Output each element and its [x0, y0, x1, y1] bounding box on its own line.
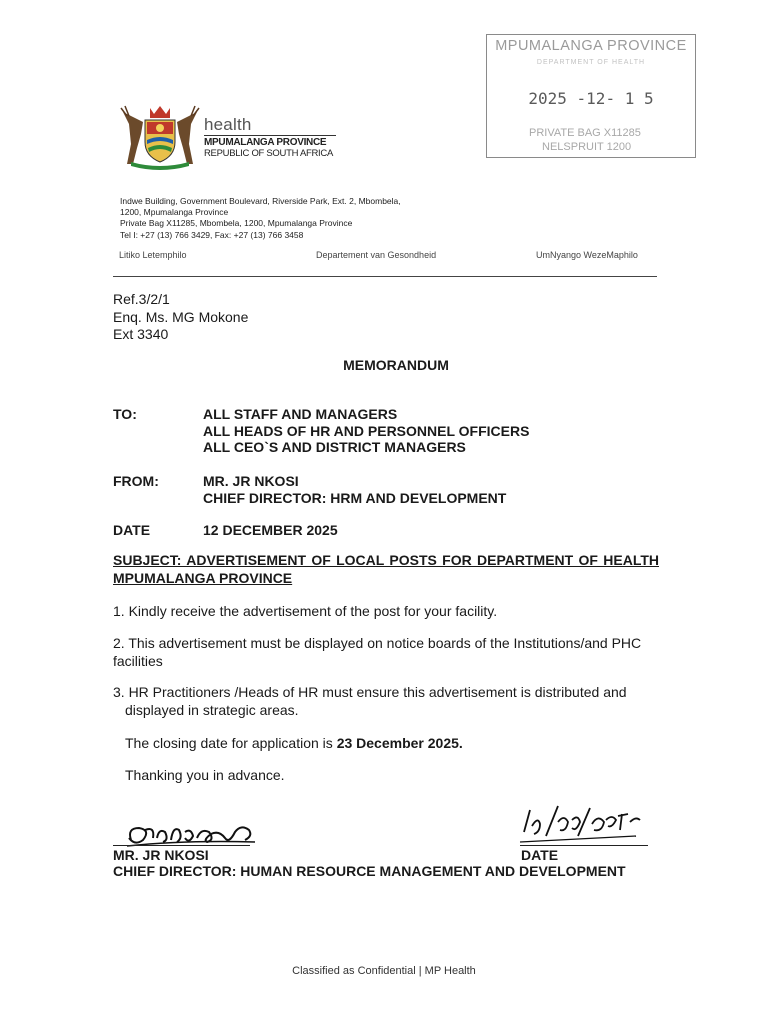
from-sender [203, 473, 506, 506]
paragraph-2 [113, 634, 641, 670]
stamp-title: MPUMALANGA PROVINCE [495, 38, 687, 54]
signatory-title: CHIEF DIRECTOR: HUMAN RESOURCE MANAGEMENT AND DEVELOPMENT [113, 863, 626, 879]
extension: Ext 3340 [113, 326, 169, 342]
from-label: FROM: [113, 473, 159, 489]
header-divider [113, 276, 657, 277]
language-isizulu: UmNyango WezeMaphilo [536, 250, 638, 260]
stamp-date: 2025 -12- 1 5 [528, 89, 654, 108]
reference-block [113, 291, 248, 344]
province-name: MPUMALANGA PROVINCE [204, 137, 327, 148]
recipient-line: ALL CEO`S AND DISTRICT MANAGERS [203, 439, 466, 455]
signature-date-label: DATE [521, 847, 559, 863]
handwritten-date [518, 802, 643, 844]
closing-date-sentence [125, 734, 463, 752]
country-name: REPUBLIC OF SOUTH AFRICA [204, 148, 333, 159]
paragraph-3 [113, 683, 627, 719]
closing-date: 23 December 2025. [336, 735, 463, 751]
memo-title: MEMORANDUM [343, 357, 449, 373]
recipient-line: ALL HEADS OF HR AND PERSONNEL OFFICERS [203, 422, 530, 439]
paragraph-2-line: 2. This advertisement must be displayed on notice boards of the Institutions/and PHC [113, 635, 642, 651]
recipient-line: ALL STAFF AND MANAGERS [203, 406, 398, 422]
paragraph-3-line: 3. HR Practitioners /Heads of HR must ensure this advertisement is distributed and [113, 684, 627, 700]
address-block [120, 196, 401, 241]
to-label: TO: [113, 406, 137, 422]
paragraph-2-line: facilities [113, 653, 163, 669]
stamp-department: DEPARTMENT OF HEALTH [536, 59, 646, 66]
stamp-city: NELSPRUIT 1200 [542, 141, 632, 153]
to-recipients [203, 406, 529, 456]
classification-footer: Classified as Confidential | MP Health [292, 965, 476, 977]
stamp-private-bag: PRIVATE BAG X11285 [529, 127, 641, 139]
enquiries: Enq. Ms. MG Mokone [113, 308, 249, 325]
date-value: 12 DECEMBER 2025 [203, 522, 338, 538]
paragraph-3-line: displayed in strategic areas. [125, 702, 299, 718]
paragraph-1: 1. Kindly receive the advertisement of the post for your facility. [113, 603, 498, 619]
coat-of-arms-icon [117, 104, 203, 170]
address-line: Private Bag X11285, Mbombela, 1200, Mpumalanga Province [120, 218, 353, 229]
signatory-name: MR. JR NKOSI [113, 847, 209, 863]
date-label: DATE [113, 522, 151, 538]
closing-date-prefix: The closing date for application is [125, 735, 337, 751]
signature-line [113, 845, 250, 846]
sender-line: MR. JR NKOSI [203, 473, 299, 489]
received-stamp [486, 34, 696, 158]
logo-divider [204, 135, 336, 136]
memo-subject: SUBJECT: ADVERTISEMENT OF LOCAL POSTS FOR DEPARTMENT OF HEALTH MPUMALANGA PROVINCE [113, 552, 659, 586]
reference-number: Ref.3/2/1 [113, 291, 170, 307]
thanks-line: Thanking you in advance. [125, 767, 285, 783]
address-line: 1200, Mpumalanga Province [120, 207, 229, 218]
language-siswati: Litiko Letemphilo [119, 250, 187, 260]
address-line: Indwe Building, Government Boulevard, Riverside Park, Ext. 2, Mbombela, [120, 196, 401, 206]
date-signature-line [520, 845, 648, 846]
language-afrikaans: Departement van Gesondheid [316, 250, 437, 260]
sender-line: CHIEF DIRECTOR: HRM AND DEVELOPMENT [203, 489, 507, 506]
health-wordmark: health [204, 115, 252, 134]
address-line: Tel I: +27 (13) 766 3429, Fax: +27 (13) 766 3458 [120, 229, 304, 240]
